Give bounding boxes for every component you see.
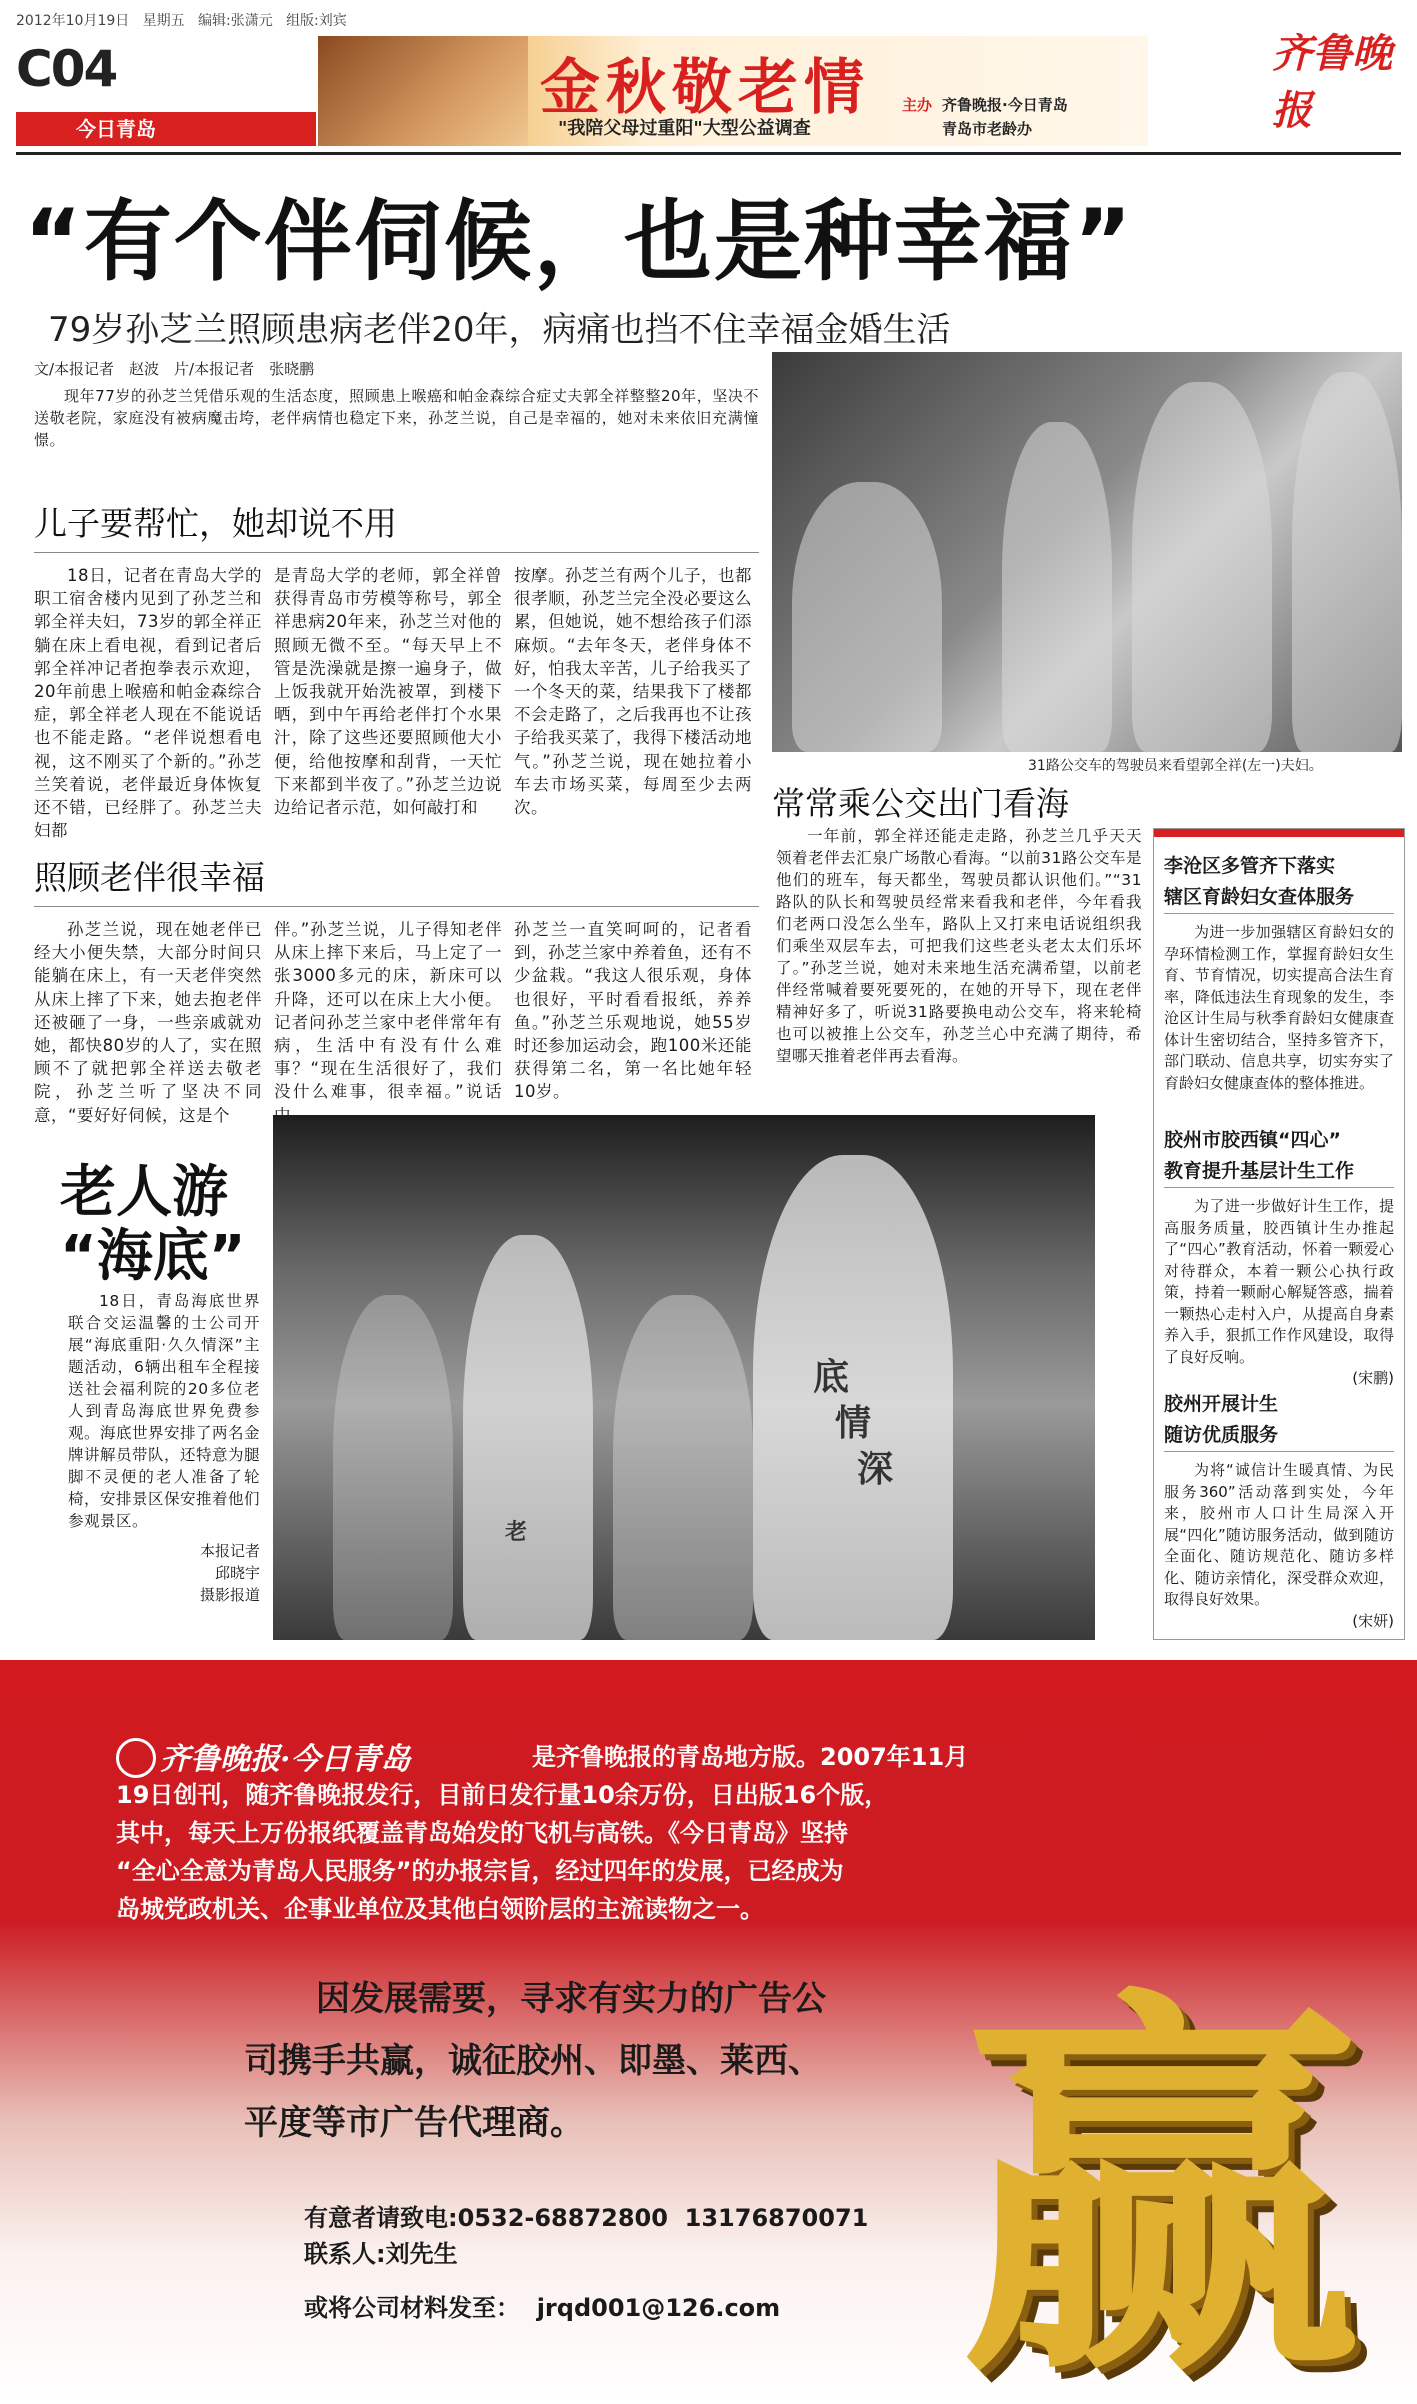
ad-intro-4: “全心全意为青岛人民服务”的办报宗旨，经过四年的发展，已经成为: [116, 1857, 844, 1885]
section1-col2: 是青岛大学的老师，郭全祥曾获得青岛市劳模等称号，郭全祥患病20年来，孙芝兰对他的照顾无微不至。“每天早上不管是洗澡就是擦一遍身子，做上饭我就开始洗被罩，到楼下晒，到中午再给老伴打个水果汁，除了这些还要照顾他大小便，给他按摩和刮背，一天忙下来都到半夜了。”孙芝兰边说边给记者示范，如何敲打和: [274, 566, 502, 818]
feature-credit-1: 本报记者: [199, 1542, 260, 1560]
sidebar-sign-2: (宋鹏): [1352, 1369, 1394, 1387]
sidebar-title-3b: 随访优质服务: [1164, 1420, 1394, 1452]
sidebar-title-2a: 胶州市胶西镇“四心”: [1164, 1129, 1341, 1151]
ad-intro-2: 19日创刊，随齐鲁晚报发行，目前日发行量10余万份，日出版16个版，: [116, 1781, 889, 1809]
banner-title: 金秋敬老情: [540, 53, 870, 123]
ad-contact-2: 联系人:刘先生: [304, 2240, 458, 2268]
section1-rule: [34, 552, 759, 553]
sidebar-body-3: 为将“诚信计生暖真情、为民服务360”活动落到实处，今年来，胶州市人口计生局深入开展“四化”随访服务活动，做到随访全面化、随访规范化、随访多样化、随访亲情化，深受群众欢迎，取得良好效果。: [1164, 1461, 1394, 1608]
section2-col3: 孙芝兰一直笑呵呵的，记者看到，孙芝兰家中养着鱼，还有不少盆栽。“我这人很乐观，身体也很好，平时看看报纸，养养鱼。”孙芝兰乐观地说，她55岁时还参加运动会，跑100米还能获得第二名，第一名比她年轻10岁。: [514, 920, 752, 1102]
layout-text: 组版:刘宾: [286, 13, 347, 29]
section2-rule: [34, 906, 759, 907]
ad-big-3: 平度等市广告代理商。: [244, 2103, 584, 2143]
ad-big-1: 因发展需要，寻求有实力的广告公: [316, 1979, 826, 2019]
date-text: 2012年10月19日: [16, 13, 130, 29]
feature-credit-3: 摄影报道: [199, 1586, 260, 1604]
feature-body: 18日，青岛海底世界联合交运温馨的士公司开展“海底重阳·久久情深”主题活动，6辆出租车全程接送社会福利院的20多位老人到青岛海底世界免费参观。海底世界安排了两名金牌讲解员带队，还特意为腿脚不灵便的老人准备了轮椅，安排景区保安推着他们参观景区。: [68, 1292, 261, 1530]
subheadline: 79岁孙芝兰照顾患病老伴20年，病痛也挡不住幸福金婚生活: [48, 310, 951, 350]
sponsor-1: 齐鲁晚报·今日青岛: [942, 96, 1068, 114]
ad-logo-icon: [116, 1738, 156, 1778]
section-tab: 今日青岛: [16, 112, 316, 146]
sponsor-label: 主办: [902, 96, 933, 114]
page-number: C04: [16, 40, 117, 98]
editor-text: 编辑:张潇元: [197, 13, 273, 29]
photo-aquarium: [273, 1115, 1095, 1640]
feature-credit: [150, 1540, 260, 1606]
sidebar-item-1: [1164, 851, 1394, 1094]
ad-panel: [0, 1660, 1417, 2404]
sidebar-body-1: 为进一步加强辖区育龄妇女的孕环情检测工作，掌握育龄妇女生育、节育情况，切实提高合法生育率，降低违法生育现象的发生，李沧区计生局与秋季育龄妇女健康查体计生密切结合，坚持多管齐下，部门联动、信息共享，切实夯实了育龄妇女健康查体的整体推进。: [1164, 923, 1394, 1092]
feature-title-1: 老人游: [60, 1160, 228, 1225]
section3-text: 一年前，郭全祥还能走走路，孙芝兰几乎天天领着老伴去汇泉广场散心看海。“以前31路公交车是他们的班车，每天都坐，驾驶员都认识他们。”“31路队的队长和驾驶员经常来看我和老伴，今年看我们老两口没怎么坐车，路队上又打来电话说组织我们乘坐双层车去，可把我们这些老头老太太们乐坏了。”孙芝兰说，她对未来地生活充满希望，以前老伴经常喊着要死要死的，在她的开导下，现在老伴精神好多了，听说31路要换电动公交车，将来轮椅也可以被推上公交车，孙芝兰心中充满了期待，希望哪天推着老伴再去看海。: [776, 827, 1142, 1065]
ad-logo: 齐鲁晚报·今日青岛: [160, 1742, 411, 1777]
ad-intro-3: 其中，每天上万份报纸覆盖青岛始发的飞机与高铁。《今日青岛》坚持: [116, 1819, 848, 1847]
sidebar-title-3a: 胶州开展计生: [1164, 1393, 1279, 1415]
sponsor-2: 青岛市老龄办: [942, 120, 1033, 138]
sash-text-left: 老: [505, 1520, 528, 1545]
sidebar-sign-3: (宋妍): [1352, 1611, 1394, 1630]
sidebar-title-2b: 教育提升基层计生工作: [1164, 1156, 1394, 1188]
event-banner: [318, 36, 1148, 146]
ad-win-glyph: 赢: [960, 1955, 1360, 2404]
paper-logo: 齐鲁晚报: [1272, 30, 1392, 134]
hands-photo: [318, 36, 528, 146]
section1-col1: 18日，记者在青岛大学的职工宿舍楼内见到了孙芝兰和郭全祥夫妇，73岁的郭全祥正躺在床上看电视，看到记者后郭全祥冲记者抱拳表示欢迎，20年前患上喉癌和帕金森综合症，郭全祥老人现在不能说话也不能走路。“老伴说想看电视，这不刚买了个新的。”孙芝兰笑着说，老伴最近身体恢复还不错，已经胖了。孙芝兰夫妇都: [34, 566, 262, 841]
section1-col3: 按摩。孙芝兰有两个儿子，也都很孝顺，孙芝兰完全没必要这么累，但她说，她不想给孩子们添麻烦。“去年冬天，老伴身体不好，怕我太辛苦，儿子给我买了一个冬天的菜，结果我下了楼都不会走路了，之后我再也不让孩子给我买菜了，我得下楼活动地气。”孙芝兰说，现在她拉着小车去市场买菜，每周至少去两次。: [514, 566, 752, 818]
section3-title: 常常乘公交出门看海: [772, 784, 1069, 823]
ad-contact-3: 或将公司材料发至： jrqd001@126.com: [304, 2294, 781, 2322]
sidebar-item-3: [1164, 1389, 1394, 1632]
feature-credit-2: 邱晓宇: [214, 1564, 260, 1582]
section2-title: 照顾老伴很幸福: [34, 858, 265, 897]
ad-intro-1: 是齐鲁晚报的青岛地方版。2007年11月: [532, 1743, 969, 1771]
section2-col1: 孙芝兰说，现在她老伴已经大小便失禁，大部分时间只能躺在床上，有一天老伴突然从床上摔了下来，她去抱老伴还被砸了一身，一些亲戚就劝她，都快80岁的人了，实在照顾不了就把郭全祥送去敬老院，孙芝兰听了坚决不同意，“要好好伺候，这是个: [34, 920, 262, 1125]
sidebar-item-2: [1164, 1125, 1394, 1390]
sidebar-body-2: 为了进一步做好计生工作，提高服务质量，胶西镇计生办推起了“四心”教育活动，怀着一颗爱心对待群众，本着一颗公心执行政策，持着一颗耐心解疑答惑，揣着一颗热心走村入户，从提高自身素养入手，狠抓工作作风建设，取得了良好反响。: [1164, 1197, 1394, 1366]
feature-title-2: “海底”: [60, 1224, 246, 1289]
byline: 文/本报记者 赵波 片/本报记者 张晓鹏: [34, 360, 315, 378]
sash-text-2: 情: [835, 1403, 872, 1444]
section2-col2: 伴。”孙芝兰说，儿子得知老伴从床上摔下来后，马上定了一张3000多元的床，新床可以升降，还可以在床上大小便。记者问孙芝兰家中老伴常年有病，生活中有没有什么难事？“现在生活很好了，我们没什么难事，很幸福。”说话: [274, 920, 502, 1102]
ad-big-2: 司携手共赢，诚征胶州、即墨、莱西、: [244, 2041, 822, 2081]
sidebar: [1153, 828, 1405, 1640]
banner-subtitle: "我陪父母过重阳"大型公益调查: [558, 118, 811, 139]
sash-text-3: 深: [857, 1449, 894, 1490]
section1-title: 儿子要帮忙，她却说不用: [34, 504, 397, 543]
masthead-rule: [16, 152, 1401, 155]
masthead-info: [16, 10, 347, 30]
lead-paragraph: [34, 385, 759, 451]
sash-text-1: 底: [813, 1357, 850, 1398]
sash-right: [813, 1355, 893, 1493]
ad-contact-1: 有意者请致电:0532-68872800 13176870071: [304, 2204, 869, 2232]
lead-text: 现年77岁的孙芝兰凭借乐观的生活态度，照顾患上喉癌和帕金森综合症丈夫郭全祥整整20年，坚决不送敬老院，家庭没有被病魔击垮，老伴病情也稳定下来，孙芝兰说，自己是幸福的，她对未来依旧充满憧憬。: [34, 387, 759, 449]
weekday-text: 星期五: [142, 13, 185, 29]
sidebar-title-1a: 李沧区多管齐下落实: [1164, 855, 1336, 877]
photo-caption: 31路公交车的驾驶员来看望郭全祥(左一)夫妇。: [1028, 758, 1323, 774]
sidebar-title-1b: 辖区育龄妇女查体服务: [1164, 882, 1394, 914]
photo-bus-drivers: [772, 352, 1402, 752]
ad-intro-5: 岛城党政机关、企事业单位及其他白领阶层的主流读物之一。: [116, 1895, 764, 1923]
headline: “有个伴伺候，也是种幸福”: [24, 190, 1134, 293]
